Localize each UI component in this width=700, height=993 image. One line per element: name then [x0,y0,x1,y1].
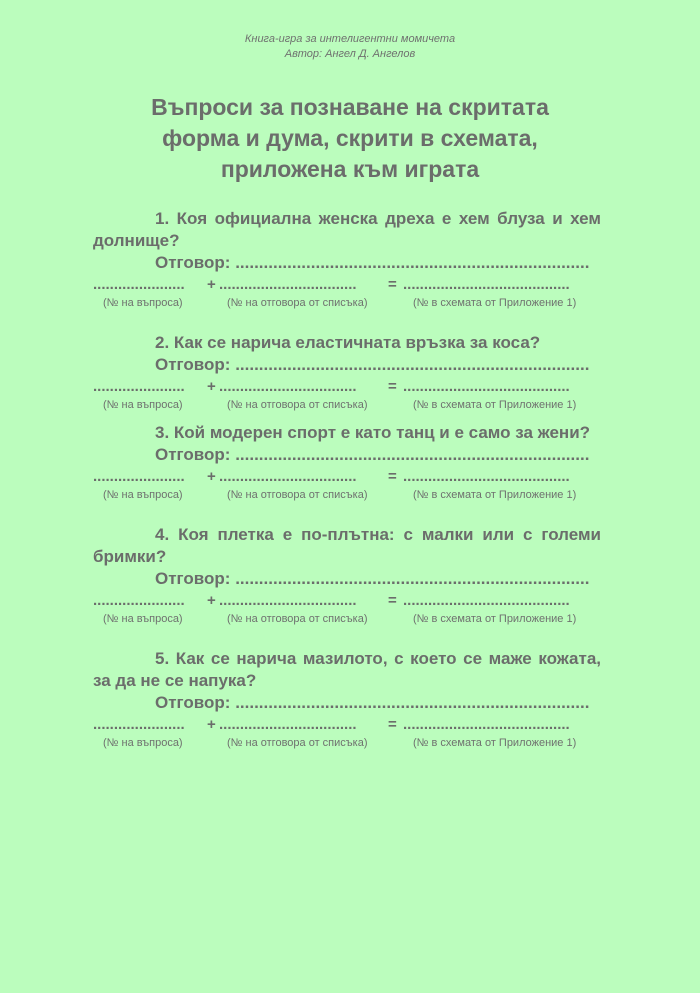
scheme-number-blank[interactable]: ........................................ [403,276,570,293]
plus-sign: + [207,276,216,293]
equals-sign: = [388,716,397,733]
equals-sign: = [388,468,397,485]
caption-question: (№ на въпроса) [103,399,183,411]
question-block-2 [93,332,601,414]
page-title-line-3: приложена към играта [220,156,480,182]
scheme-number-blank[interactable]: ........................................ [403,378,570,395]
scheme-number-blank[interactable]: ........................................ [403,592,570,609]
question-block-3 [93,422,601,504]
answer-blank[interactable]: ........................................................................... [235,693,590,712]
question-block-5 [93,648,601,752]
scheme-number-blank[interactable]: ........................................ [403,468,570,485]
caption-answer: (№ на отговора от списъка) [227,297,368,309]
caption-scheme: (№ в схемата от Приложение 1) [413,737,577,749]
question-text: 5. Как се нарича мазилото, с което се маже кожата, за да не се напука? [93,649,601,690]
book-subtitle: Книга-игра за интелигентни момичета [244,33,456,45]
equals-sign: = [388,276,397,293]
caption-scheme: (№ в схемата от Приложение 1) [413,297,577,309]
answer-row [93,444,601,466]
question-number-blank[interactable]: ...................... [93,716,185,733]
answer-number-blank[interactable]: ................................. [219,378,357,395]
caption-answer: (№ на отговора от списъка) [227,489,368,501]
answer-label: Отговор: [155,569,231,588]
question-text: 4. Коя плетка е по-плътна: с малки или с големи бримки? [93,525,601,566]
page-title [80,92,620,185]
answer-row [93,692,601,714]
equals-sign: = [388,592,397,609]
caption-question: (№ на въпроса) [103,489,183,501]
plus-sign: + [207,592,216,609]
question-block-1 [93,208,601,312]
caption-scheme: (№ в схемата от Приложение 1) [413,489,577,501]
caption-row [93,488,601,504]
caption-scheme: (№ в схемата от Приложение 1) [413,613,577,625]
book-author: Автор: Ангел Д. Ангелов [284,48,416,60]
caption-row [93,398,601,414]
question-block-4 [93,524,601,628]
caption-scheme: (№ в схемата от Приложение 1) [413,399,577,411]
question-number-blank[interactable]: ...................... [93,592,185,609]
answer-row [93,354,601,376]
calculation-row [93,376,601,398]
answer-number-blank[interactable]: ................................. [219,592,357,609]
question-text: 2. Как се нарича еластичната връзка за коса? [155,333,541,352]
answer-label: Отговор: [155,693,231,712]
page-title-line-2: форма и дума, скрити в схемата, [162,125,538,151]
question-number-blank[interactable]: ...................... [93,276,185,293]
answer-label: Отговор: [155,445,231,464]
answer-blank[interactable]: ........................................................................... [235,445,590,464]
question-number-blank[interactable]: ...................... [93,378,185,395]
calculation-row [93,590,601,612]
question-list [93,208,601,752]
caption-answer: (№ на отговора от списъка) [227,613,368,625]
page-title-line-1: Въпроси за познаване на скритата [151,94,549,120]
answer-blank[interactable]: ........................................................................... [235,253,590,272]
caption-answer: (№ на отговора от списъка) [227,737,368,749]
question-text: 1. Коя официална женска дреха е хем блуза и хем долнище? [93,209,601,250]
caption-row [93,296,601,312]
answer-row [93,252,601,274]
answer-blank[interactable]: ........................................................................... [235,355,590,374]
answer-blank[interactable]: ........................................................................... [235,569,590,588]
scheme-number-blank[interactable]: ........................................ [403,716,570,733]
answer-label: Отговор: [155,355,231,374]
calculation-row [93,274,601,296]
equals-sign: = [388,378,397,395]
answer-number-blank[interactable]: ................................. [219,716,357,733]
question-number-blank[interactable]: ...................... [93,468,185,485]
caption-question: (№ на въпроса) [103,297,183,309]
caption-row [93,736,601,752]
calculation-row [93,466,601,488]
answer-row [93,568,601,590]
caption-question: (№ на въпроса) [103,613,183,625]
plus-sign: + [207,468,216,485]
caption-question: (№ на въпроса) [103,737,183,749]
plus-sign: + [207,716,216,733]
answer-number-blank[interactable]: ................................. [219,276,357,293]
calculation-row [93,714,601,736]
question-text: 3. Кой модерен спорт е като танц и е само за жени? [155,423,591,442]
caption-answer: (№ на отговора от списъка) [227,399,368,411]
answer-label: Отговор: [155,253,231,272]
book-header [0,32,700,62]
caption-row [93,612,601,628]
answer-number-blank[interactable]: ................................. [219,468,357,485]
plus-sign: + [207,378,216,395]
